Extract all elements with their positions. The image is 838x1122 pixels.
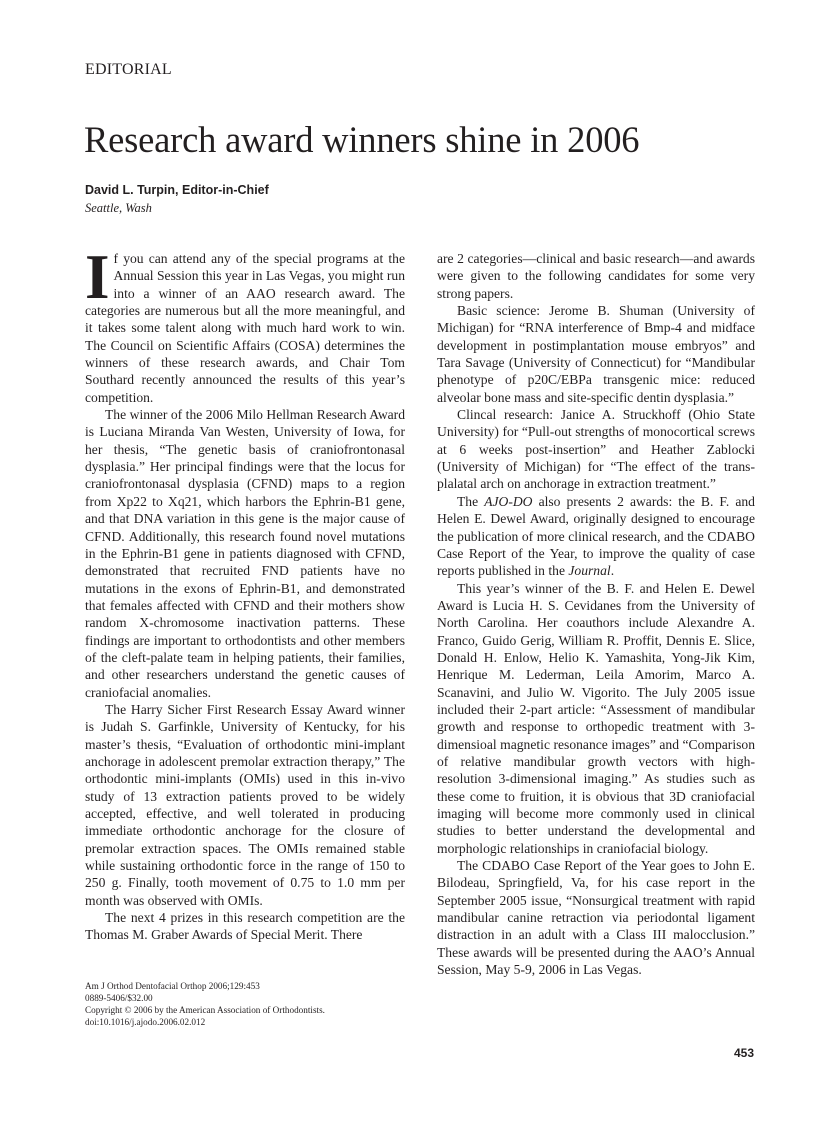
- paragraph-basic-science: Basic science: Jerome B. Shuman (University of Michigan) for “RNA interference of Bmp-4 and midface development in postimplantation mouse embryos” and Tara Savage (University of Connecticut) for “Mandibular phenotype of p20C/EBPa transgenic mice: reduced alveolar bone mass and site-specific dentin dysplasia.”: [437, 303, 755, 405]
- author-name: David L. Turpin, Editor-in-Chief: [85, 183, 269, 197]
- journal-abbrev: AJO-DO: [484, 493, 533, 509]
- text-segment: The: [457, 493, 485, 509]
- paragraph-sicher-award: The Harry Sicher First Research Essay Award winner is Judah S. Garfinkle, University of Kentucky, for his master’s thesis, “Evaluation of orthodontic mini-implant anchorage in adolescent premolar extraction therapy,” The orthodontic mini-implants (OMIs) used in this in-vivo study of 13 extraction patients proved to be widely accepted, effective, and well tolerated in producing immediate orthodontic anchorage for the closure of premolar extraction spaces. The OMIs remained stable while sustaining orthodontic force in the range of 150 to 250 g. Finally, tooth movement of 0.75 to 1.0 mm per month was observed with OMIs.: [85, 701, 405, 908]
- text-segment: also presents 2 awards: the B. F. and Helen E. Dewel Award, originally designed to encourage the publication of more clinical research, and the CDABO Case Report of the Year, to improve the quality of case reports published in the: [437, 493, 755, 579]
- drop-cap: I: [85, 242, 110, 312]
- paragraph-intro: [85, 242, 405, 406]
- paragraph-categories: are 2 categories—clinical and basic research—and awards were given to the following candidates for some very strong papers.: [437, 251, 755, 301]
- paragraph-hellman-award: The winner of the 2006 Milo Hellman Research Award is Luciana Miranda Van Westen, University of Iowa, for her thesis, “The genetic basis of craniofrontonasal dysplasia.” Her principal findings were that the locus for craniofrontonasal dysplasia (CFND) maps to a region from Xp22 to Xq21, which harbors the Ephrin-B1 gene, and that DNA variation in this gene is the major cause of CFND. Additionally, this research found novel mutations in the Ephrin-B1 gene in patients diagnosed with CFND, demonstrated that recruited FND patients have no mutations in the exons of Ephrin-B1, and demonstrated that females affected with CFND and their mothers show random X-chromosome inactivation patterns. These findings are important to orthodontists and other members of the cleft-palate team in helping patients, their families, and other researchers understand the genetic causes of craniofacial anomalies.: [85, 407, 405, 700]
- left-column: [85, 242, 405, 944]
- journal-name: Journal: [568, 563, 611, 579]
- citation-footer: [85, 980, 325, 1028]
- article-title: Research award winners shine in 2006: [84, 119, 640, 160]
- journal-citation: Am J Orthod Dentofacial Orthop 2006;129:453: [85, 981, 260, 991]
- paragraph-ajodo-awards: [437, 493, 755, 580]
- section-label: EDITORIAL: [85, 61, 172, 78]
- right-column: [437, 250, 755, 978]
- paragraph-cdabo-award: The CDABO Case Report of the Year goes to John E. Bilodeau, Springfield, Va, for his case report in the September 2005 issue, “Nonsurgical treatment with rapid mandibular canine retraction via periodontal ligament distraction in an adult with a Class III malocclusion.” These awards will be presented during the AAO’s Annual Session, May 5-9, 2006 in Las Vegas.: [437, 858, 755, 978]
- page-number: 453: [734, 1046, 755, 1060]
- paragraph-graber-awards: The next 4 prizes in this research competition are the Thomas M. Graber Awards of Special Merit. There: [85, 910, 405, 943]
- paragraph-dewel-award: This year’s winner of the B. F. and Helen E. Dewel Award is Lucia H. S. Cevidanes from the University of North Carolina. Her coauthors include Alexandre A. Franco, Guido Gerig, William R. Proffit, Dennis E. Slice, Donald H. Enlow, Helio K. Yamashita, Yong-Jik Kim, Henrique M. Lederman, Leila Amorim, Marco A. Scanavini, and Julio W. Vigorito. The July 2005 issue included their 2-part article: “Assessment of mandibular growth and response to orthopedic treatment with 3-dimensioal magnetic resonance images” and “Comparison of relative mandibular growth vectors with high-resolution 3-dimensional imaging.” As studies such as these come to fruition, it is obvious that 3D craniofacial imaging will become more commonly used in clinical studies to better understand the developmental and morphologic relationships in craniofacial biology.: [437, 580, 755, 856]
- paragraph-intro-text: f you can attend any of the special programs at the Annual Session this year in Las Vegas, you might run into a winner of an AAO research award. The categories are numerous but all the more meaningful, and it takes some talent along with much hard work to win. The Council on Scientific Affairs (COSA) determines the winners of these research awards, and Chair Tom Southard recently announced the results of this year’s competition.: [85, 251, 405, 405]
- issn-price: 0889-5406/$32.00: [85, 993, 153, 1003]
- doi-link[interactable]: doi:10.1016/j.ajodo.2006.02.012: [85, 1017, 206, 1027]
- paragraph-clinical-research: Clincal research: Janice A. Struckhoff (Ohio State University) for “Pull-out strengths of monocortical screws at 6 weeks post-insertion” and Heather Zablocki (University of Michigan) for “The effect of the transplalatal arch on anchorage in extraction treatment.”: [437, 407, 755, 492]
- author-location: Seattle, Wash: [85, 201, 152, 215]
- copyright-notice: Copyright © 2006 by the American Association of Orthodontists.: [85, 1005, 325, 1015]
- text-segment: .: [610, 563, 615, 579]
